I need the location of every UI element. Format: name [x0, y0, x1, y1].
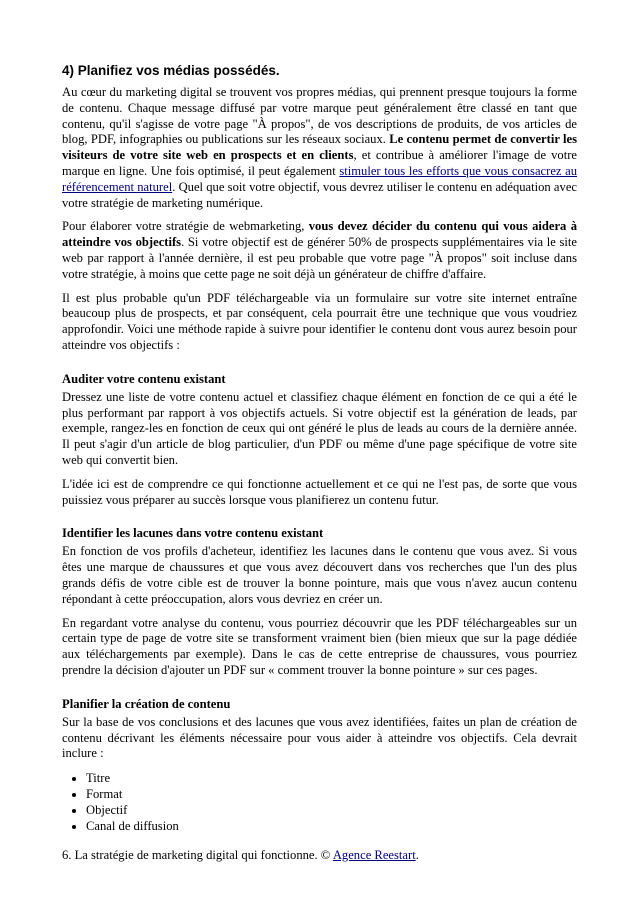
paragraph-strategy — [62, 219, 577, 282]
caption-text: 6. La stratégie de marketing digital qui fonctionne. © — [62, 848, 333, 863]
list-item: • Titre — [86, 770, 577, 786]
section-title: 4) Planifiez vos médias possédés. — [62, 63, 280, 78]
text: . Si votre objectif est de générer 50% de prospects supplémentaires via le site web par rapport à l'année dernière, il est peu probable que votre page "À propos" soit incluse dans votre stratégie, à moins que cette page ne soit déjà un générateur de chiffre d'affaire. — [62, 235, 577, 281]
agency-link[interactable]: Agence Reestart — [332, 848, 416, 863]
paragraph-audit: Dressez une liste de votre contenu actuel et classifiez chaque élément en fonction de ce qui a été le plus performant par rapport à vos objectifs actuels. Si votre objectif est la génération de leads, par exemple, rangez-les en fonction de ceux qui ont généré le plus de leads au cours de la dernière année. Il peut s'agir d'un article de blog particulier, d'un PDF ou même d'une page spécifique de votre site web qui convertit bien. — [62, 389, 577, 467]
list-item: • Format — [86, 786, 577, 802]
plan-list — [62, 770, 577, 834]
paragraph-idea: L'idée ici est de comprendre ce qui fonctionne actuellement et ce qui ne l'est pas, de sorte que vous puissiez vous préparer au succès lorsque vous planifierez un contenu futur. — [62, 476, 577, 507]
document-page — [62, 62, 577, 864]
heading-gaps: Identifier les lacunes dans votre contenu existant — [62, 526, 324, 541]
bold-text: Le contenu permet de convertir les visiteurs de votre site web en prospects et en clients — [62, 132, 577, 163]
seo-link[interactable]: stimuler tous les efforts que vous consacrez au référencement naturel — [62, 163, 578, 194]
paragraph-plan: Sur la base de vos conclusions et des lacunes que vous avez identifiées, faites un plan de création de contenu décrivant les éléments nécessaire pour vous aider à atteindre vos objectifs. Cela devrait inclure : — [62, 714, 577, 761]
paragraph-owned-media — [62, 85, 577, 211]
paragraph-pdf: Il est plus probable qu'un PDF téléchargeable via un formulaire sur votre site internet entraîne beaucoup plus de prospects, et par conséquent, cela pourrait être une technique que vous voudriez approfondir. Voici une méthode rapide à suivre pour identifier le contenu dont vous aurez besoin pour atteindre vos objectifs : — [62, 290, 577, 352]
text: Au cœur du marketing digital se trouvent vos propres médias, qui prennent presque toujours la forme de contenu. Chaque message diffusé par votre marque peut généralement être classé en tant que contenu, qu'il s'agisse de votre page "À propos", de vos descriptions de produits, de vos articles de blog, PDF, infographies ou publications sur les réseaux sociaux. — [62, 85, 577, 147]
caption-end: . — [415, 848, 419, 863]
paragraph-gaps: En fonction de vos profils d'acheteur, identifiez les lacunes dans le contenu que vous avez. Si vous êtes une marque de chaussures et que vous avez découvert dans vos recherches que l'un des plus grands défis de votre cible est de trouver la bonne pointure, mais que vous n'avez aucun contenu répondant à cette préoccupation, alors vous devriez en créer un. — [62, 544, 577, 606]
caption — [62, 848, 577, 864]
list-item: • Canal de diffusion — [86, 818, 577, 834]
heading-audit: Auditer votre contenu existant — [62, 371, 226, 386]
heading-plan: Planifier la création de contenu — [62, 696, 231, 711]
text: Pour élaborer votre stratégie de webmarketing, — [62, 219, 309, 234]
text: . Quel que soit votre objectif, vous devrez utiliser le contenu en adéquation avec votre stratégie de marketing numérique. — [62, 179, 577, 210]
list-item: • Objectif — [86, 802, 577, 818]
bold-text: vous devez décider du contenu qui vous aidera à atteindre vos objectifs — [62, 219, 577, 250]
text: , et contribue à améliorer l'image de votre marque en ligne. Une fois optimisé, il peut également — [62, 148, 577, 178]
paragraph-analysis: En regardant votre analyse du contenu, vous pourriez découvrir que les PDF téléchargeables sur un certain type de page de votre site se transforment vraiment bien (bien mieux que sur la page dédiée aux téléchargements par exemple). Dans le cas de cette entreprise de chaussures, vous pourriez prendre la décision d'ajouter un PDF sur « comment trouver la bonne pointure » sur ces pages. — [62, 615, 577, 677]
